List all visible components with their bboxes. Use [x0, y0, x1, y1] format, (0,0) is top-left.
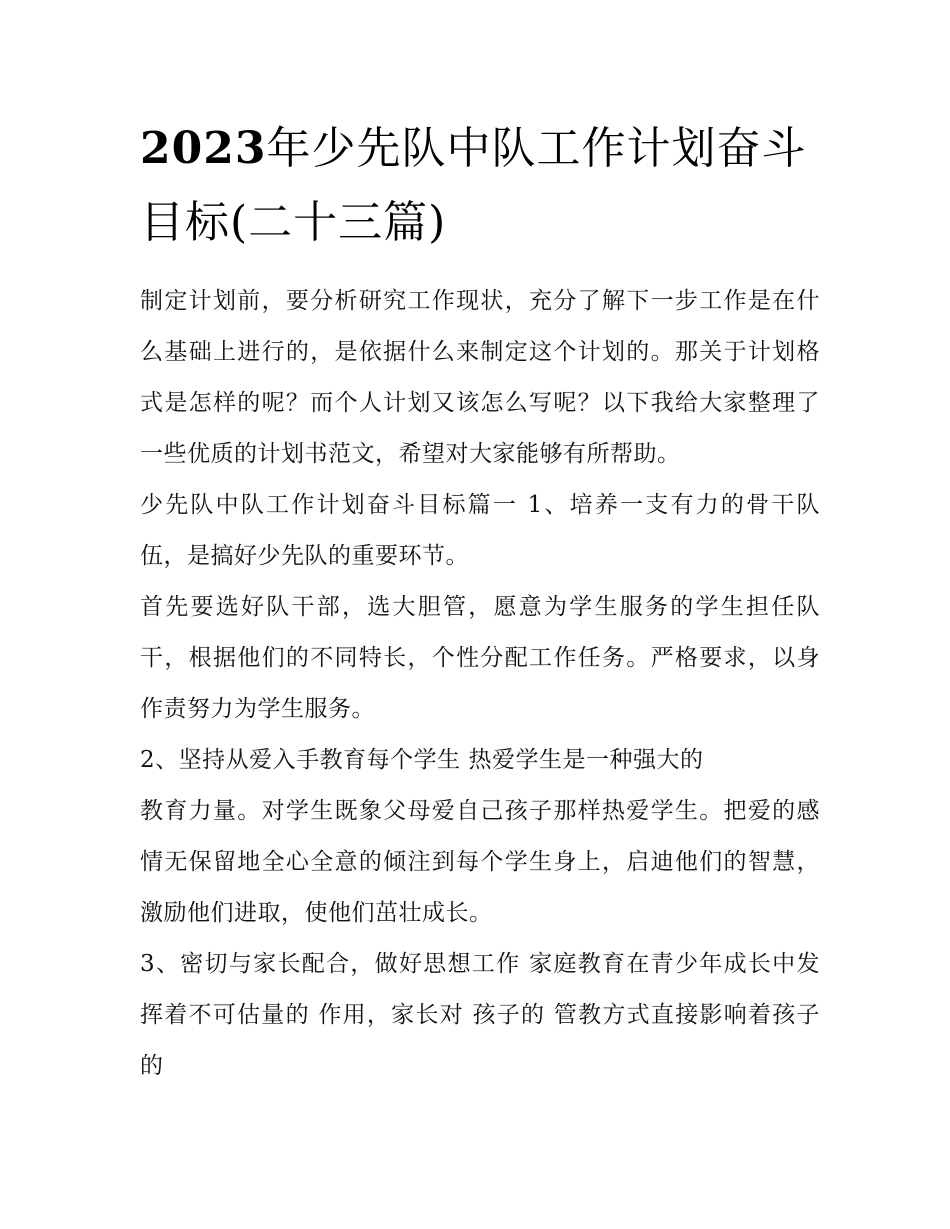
title-year: 2023	[140, 123, 267, 174]
intro-paragraph: 制定计划前，要分析研究工作现状，充分了解下一步工作是在什么基础上进行的，是依据什么来制定这个计划的。那关于计划格式是怎样的呢？而个人计划又该怎么写呢？以下我给大家整理了一些优质的计划书范文，希望对大家能够有所帮助。	[140, 288, 820, 467]
document-body	[140, 276, 820, 1092]
title-text: 年少先队中队工作计划奋斗目标(二十三篇)	[140, 123, 807, 248]
point-three-paragraph: 3、密切与家长配合，做好思想工作 家庭教育在青少年成长中发挥着不可估量的 作用，家长对 孩子的 管教方式直接影响着孩子的	[140, 951, 820, 1079]
section-one-paragraph: 少先队中队工作计划奋斗目标篇一 1、培养一支有力的骨干队伍，是搞好少先队的重要环节。	[140, 492, 820, 569]
document-title	[140, 112, 820, 260]
body-paragraph: 教育力量。对学生既象父母爱自己孩子那样热爱学生。把爱的感情无保留地全心全意的倾注到每个学生身上，启迪他们的智慧，激励他们进取，使他们茁壮成长。	[140, 798, 820, 926]
body-paragraph: 首先要选好队干部，选大胆管，愿意为学生服务的学生担任队干，根据他们的不同特长，个性分配工作任务。严格要求，以身作责努力为学生服务。	[140, 594, 820, 722]
point-two-heading: 2、坚持从爱入手教育每个学生 热爱学生是一种强大的	[140, 747, 704, 773]
